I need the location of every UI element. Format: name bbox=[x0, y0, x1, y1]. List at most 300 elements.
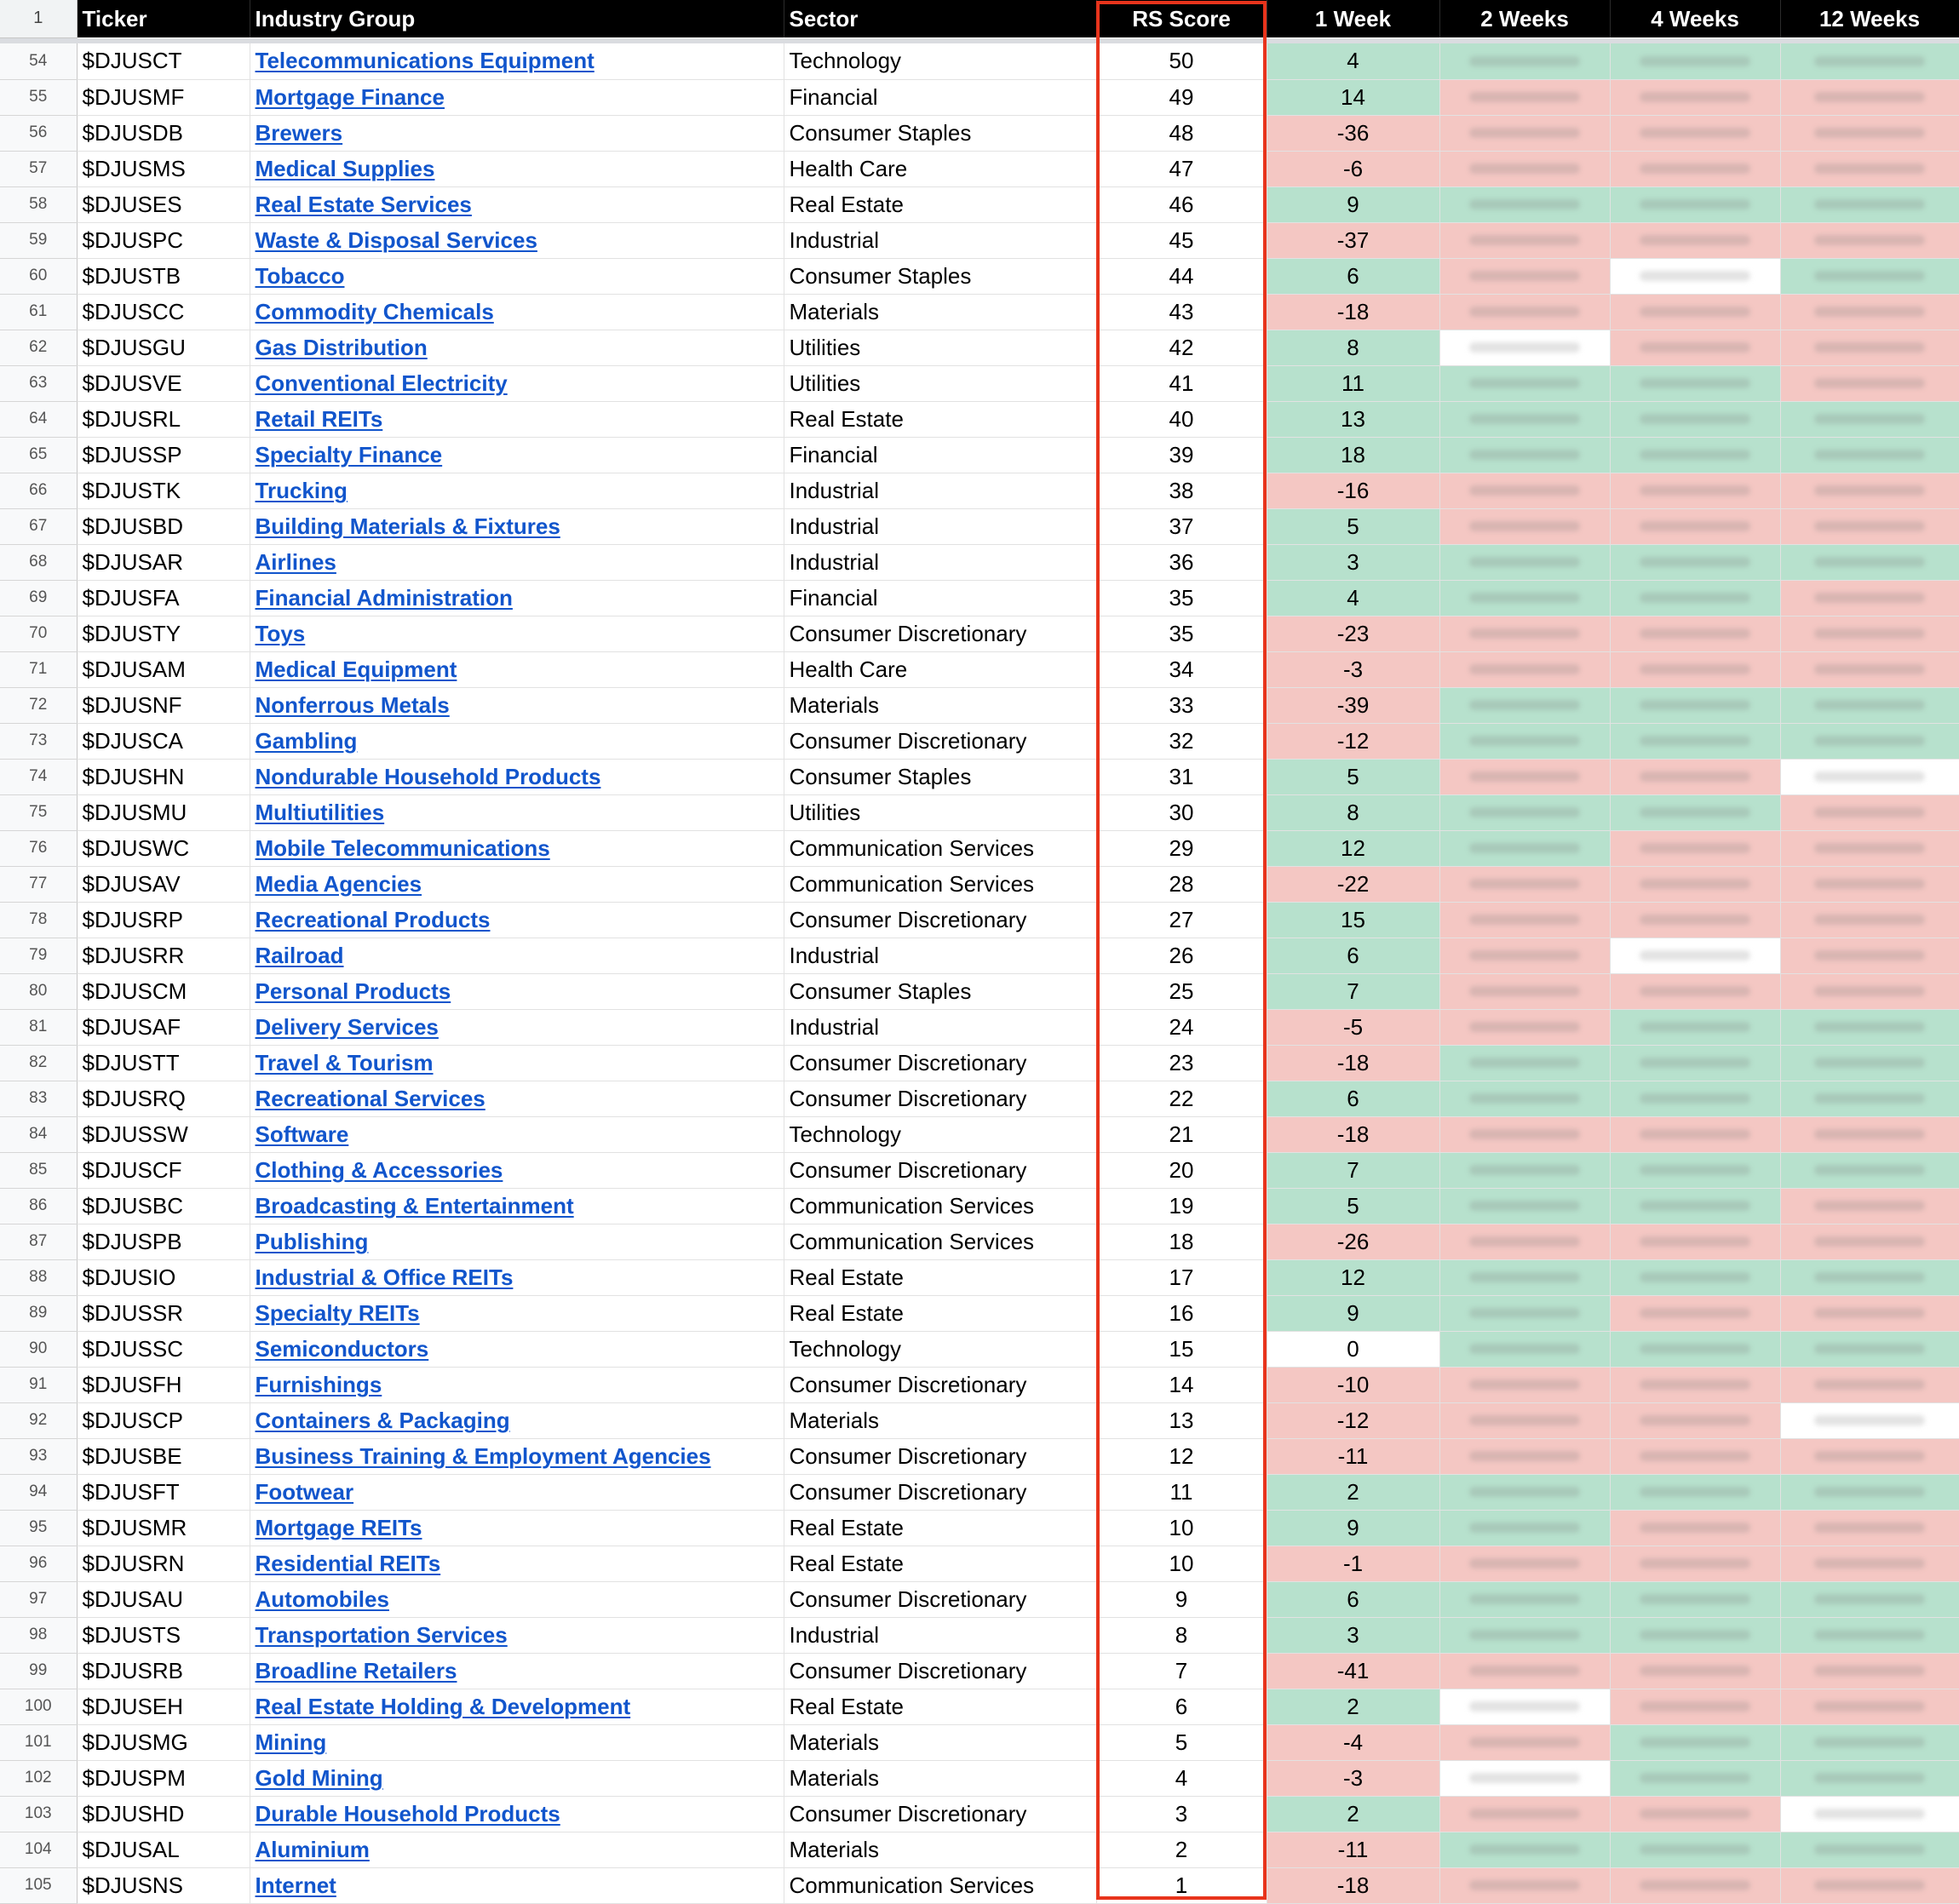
ticker-cell[interactable]: $DJUSGU bbox=[77, 330, 250, 365]
sector-cell[interactable]: Industrial bbox=[784, 938, 1096, 973]
sector-cell[interactable]: Consumer Discretionary bbox=[784, 1796, 1096, 1832]
rs-score-cell[interactable]: 26 bbox=[1096, 938, 1267, 973]
week-4-cell[interactable] bbox=[1610, 580, 1780, 616]
week-2-cell[interactable] bbox=[1439, 651, 1610, 687]
week-1-cell[interactable]: 6 bbox=[1267, 258, 1439, 294]
table-row[interactable] bbox=[0, 973, 1959, 1009]
rs-score-cell[interactable]: 30 bbox=[1096, 794, 1267, 830]
industry-group-link[interactable]: Durable Household Products bbox=[255, 1800, 560, 1827]
rs-score-cell[interactable]: 35 bbox=[1096, 616, 1267, 651]
industry-group-cell[interactable] bbox=[250, 651, 784, 687]
week-12-cell[interactable] bbox=[1780, 1331, 1959, 1367]
industry-group-cell[interactable] bbox=[250, 1617, 784, 1653]
week-1-cell[interactable]: 5 bbox=[1267, 759, 1439, 794]
table-row[interactable] bbox=[0, 1689, 1959, 1724]
week-1-cell[interactable]: 5 bbox=[1267, 508, 1439, 544]
week-2-cell[interactable] bbox=[1439, 1367, 1610, 1402]
ticker-cell[interactable]: $DJUSAF bbox=[77, 1009, 250, 1045]
week-4-cell[interactable] bbox=[1610, 1474, 1780, 1510]
sector-cell[interactable]: Consumer Discretionary bbox=[784, 1653, 1096, 1689]
row-number[interactable]: 75 bbox=[0, 794, 77, 830]
rs-score-cell[interactable]: 35 bbox=[1096, 580, 1267, 616]
industry-group-link[interactable]: Internet bbox=[255, 1872, 336, 1898]
table-row[interactable] bbox=[0, 1510, 1959, 1546]
industry-group-link[interactable]: Transportation Services bbox=[255, 1621, 508, 1648]
rs-score-cell[interactable]: 40 bbox=[1096, 401, 1267, 437]
week-2-cell[interactable] bbox=[1439, 473, 1610, 508]
week-2-cell[interactable] bbox=[1439, 437, 1610, 473]
sector-cell[interactable]: Communication Services bbox=[784, 1867, 1096, 1903]
week-4-cell[interactable] bbox=[1610, 1259, 1780, 1295]
column-header-ticker[interactable]: Ticker bbox=[77, 0, 250, 37]
week-2-cell[interactable] bbox=[1439, 1224, 1610, 1259]
industry-group-link[interactable]: Gold Mining bbox=[255, 1764, 383, 1791]
week-4-cell[interactable] bbox=[1610, 1796, 1780, 1832]
ticker-cell[interactable]: $DJUSTB bbox=[77, 258, 250, 294]
week-2-cell[interactable] bbox=[1439, 43, 1610, 79]
table-row[interactable] bbox=[0, 1796, 1959, 1832]
week-1-cell[interactable]: 2 bbox=[1267, 1689, 1439, 1724]
industry-group-cell[interactable] bbox=[250, 687, 784, 723]
week-4-cell[interactable] bbox=[1610, 973, 1780, 1009]
sector-cell[interactable]: Real Estate bbox=[784, 1546, 1096, 1581]
week-1-cell[interactable]: -18 bbox=[1267, 1116, 1439, 1152]
table-row[interactable] bbox=[0, 580, 1959, 616]
week-12-cell[interactable] bbox=[1780, 115, 1959, 151]
row-number[interactable]: 103 bbox=[0, 1796, 77, 1832]
week-4-cell[interactable] bbox=[1610, 651, 1780, 687]
week-12-cell[interactable] bbox=[1780, 544, 1959, 580]
row-number[interactable]: 77 bbox=[0, 866, 77, 902]
sector-cell[interactable]: Consumer Discretionary bbox=[784, 616, 1096, 651]
table-row[interactable] bbox=[0, 759, 1959, 794]
ticker-cell[interactable]: $DJUSRL bbox=[77, 401, 250, 437]
week-1-cell[interactable]: -12 bbox=[1267, 723, 1439, 759]
sector-cell[interactable]: Industrial bbox=[784, 1617, 1096, 1653]
week-2-cell[interactable] bbox=[1439, 938, 1610, 973]
ticker-cell[interactable]: $DJUSRN bbox=[77, 1546, 250, 1581]
ticker-cell[interactable]: $DJUSMU bbox=[77, 794, 250, 830]
sector-cell[interactable]: Consumer Discretionary bbox=[784, 1152, 1096, 1188]
row-number[interactable]: 56 bbox=[0, 115, 77, 151]
ticker-cell[interactable]: $DJUSWC bbox=[77, 830, 250, 866]
week-12-cell[interactable] bbox=[1780, 794, 1959, 830]
week-4-cell[interactable] bbox=[1610, 1832, 1780, 1867]
table-row[interactable] bbox=[0, 616, 1959, 651]
week-12-cell[interactable] bbox=[1780, 222, 1959, 258]
week-4-cell[interactable] bbox=[1610, 544, 1780, 580]
week-2-cell[interactable] bbox=[1439, 79, 1610, 115]
sector-cell[interactable]: Communication Services bbox=[784, 1224, 1096, 1259]
table-row[interactable] bbox=[0, 222, 1959, 258]
column-header-sector[interactable]: Sector bbox=[784, 0, 1096, 37]
week-12-cell[interactable] bbox=[1780, 938, 1959, 973]
week-12-cell[interactable] bbox=[1780, 1045, 1959, 1081]
sector-cell[interactable]: Financial bbox=[784, 437, 1096, 473]
industry-group-link[interactable]: Toys bbox=[255, 620, 306, 646]
week-1-cell[interactable]: 9 bbox=[1267, 1295, 1439, 1331]
week-4-cell[interactable] bbox=[1610, 258, 1780, 294]
ticker-cell[interactable]: $DJUSMF bbox=[77, 79, 250, 115]
sector-cell[interactable]: Health Care bbox=[784, 151, 1096, 186]
ticker-cell[interactable]: $DJUSCA bbox=[77, 723, 250, 759]
week-1-cell[interactable]: 14 bbox=[1267, 79, 1439, 115]
sector-cell[interactable]: Health Care bbox=[784, 651, 1096, 687]
rs-score-cell[interactable]: 14 bbox=[1096, 1367, 1267, 1402]
week-2-cell[interactable] bbox=[1439, 1331, 1610, 1367]
week-1-cell[interactable]: 12 bbox=[1267, 1259, 1439, 1295]
row-number[interactable]: 102 bbox=[0, 1760, 77, 1796]
row-number[interactable]: 83 bbox=[0, 1081, 77, 1116]
week-1-cell[interactable]: -41 bbox=[1267, 1653, 1439, 1689]
table-row[interactable] bbox=[0, 1224, 1959, 1259]
industry-group-link[interactable]: Broadline Retailers bbox=[255, 1657, 457, 1683]
week-1-cell[interactable]: -26 bbox=[1267, 1224, 1439, 1259]
rs-score-cell[interactable]: 36 bbox=[1096, 544, 1267, 580]
week-12-cell[interactable] bbox=[1780, 1867, 1959, 1903]
industry-group-link[interactable]: Gambling bbox=[255, 727, 358, 754]
sector-cell[interactable]: Consumer Discretionary bbox=[784, 902, 1096, 938]
week-12-cell[interactable] bbox=[1780, 1081, 1959, 1116]
ticker-cell[interactable]: $DJUSAV bbox=[77, 866, 250, 902]
row-number[interactable]: 99 bbox=[0, 1653, 77, 1689]
industry-group-link[interactable]: Personal Products bbox=[255, 978, 451, 1004]
ticker-cell[interactable]: $DJUSSR bbox=[77, 1295, 250, 1331]
rs-score-cell[interactable]: 1 bbox=[1096, 1867, 1267, 1903]
table-row[interactable] bbox=[0, 651, 1959, 687]
industry-group-link[interactable]: Gas Distribution bbox=[255, 334, 428, 360]
industry-group-link[interactable]: Medical Supplies bbox=[255, 155, 435, 181]
rs-score-cell[interactable]: 31 bbox=[1096, 759, 1267, 794]
sector-cell[interactable]: Materials bbox=[784, 1760, 1096, 1796]
table-row[interactable] bbox=[0, 1295, 1959, 1331]
ticker-cell[interactable]: $DJUSPM bbox=[77, 1760, 250, 1796]
week-12-cell[interactable] bbox=[1780, 651, 1959, 687]
week-4-cell[interactable] bbox=[1610, 794, 1780, 830]
industry-group-link[interactable]: Publishing bbox=[255, 1228, 369, 1254]
week-12-cell[interactable] bbox=[1780, 1009, 1959, 1045]
sector-cell[interactable]: Communication Services bbox=[784, 830, 1096, 866]
week-4-cell[interactable] bbox=[1610, 508, 1780, 544]
week-4-cell[interactable] bbox=[1610, 1045, 1780, 1081]
industry-group-link[interactable]: Nondurable Household Products bbox=[255, 763, 601, 789]
week-2-cell[interactable] bbox=[1439, 1295, 1610, 1331]
rs-score-cell[interactable]: 48 bbox=[1096, 115, 1267, 151]
industry-group-cell[interactable] bbox=[250, 1760, 784, 1796]
table-row[interactable] bbox=[0, 115, 1959, 151]
week-2-cell[interactable] bbox=[1439, 1402, 1610, 1438]
industry-group-link[interactable]: Travel & Tourism bbox=[255, 1049, 434, 1075]
week-1-cell[interactable]: -39 bbox=[1267, 687, 1439, 723]
sector-cell[interactable]: Real Estate bbox=[784, 1259, 1096, 1295]
row-number[interactable]: 66 bbox=[0, 473, 77, 508]
week-12-cell[interactable] bbox=[1780, 1438, 1959, 1474]
rs-score-cell[interactable]: 8 bbox=[1096, 1617, 1267, 1653]
table-row[interactable] bbox=[0, 687, 1959, 723]
week-2-cell[interactable] bbox=[1439, 1653, 1610, 1689]
week-1-cell[interactable]: -36 bbox=[1267, 115, 1439, 151]
industry-group-cell[interactable] bbox=[250, 258, 784, 294]
industry-group-link[interactable]: Brewers bbox=[255, 119, 343, 146]
table-row[interactable] bbox=[0, 1259, 1959, 1295]
column-header-rs-score[interactable]: RS Score bbox=[1096, 0, 1267, 37]
week-2-cell[interactable] bbox=[1439, 1259, 1610, 1295]
row-number[interactable]: 84 bbox=[0, 1116, 77, 1152]
industry-group-cell[interactable] bbox=[250, 508, 784, 544]
industry-group-link[interactable]: Building Materials & Fixtures bbox=[255, 513, 560, 539]
industry-group-link[interactable]: Real Estate Services bbox=[255, 191, 472, 217]
industry-group-cell[interactable] bbox=[250, 973, 784, 1009]
industry-group-link[interactable]: Mortgage Finance bbox=[255, 83, 445, 110]
row-number[interactable]: 104 bbox=[0, 1832, 77, 1867]
row-number[interactable]: 74 bbox=[0, 759, 77, 794]
week-4-cell[interactable] bbox=[1610, 1867, 1780, 1903]
rs-score-cell[interactable]: 46 bbox=[1096, 186, 1267, 222]
rs-score-cell[interactable]: 29 bbox=[1096, 830, 1267, 866]
week-2-cell[interactable] bbox=[1439, 115, 1610, 151]
week-2-cell[interactable] bbox=[1439, 1617, 1610, 1653]
industry-group-link[interactable]: Recreational Products bbox=[255, 906, 491, 932]
row-number[interactable]: 97 bbox=[0, 1581, 77, 1617]
rs-score-cell[interactable]: 42 bbox=[1096, 330, 1267, 365]
ticker-cell[interactable]: $DJUSTK bbox=[77, 473, 250, 508]
ticker-cell[interactable]: $DJUSSW bbox=[77, 1116, 250, 1152]
table-row[interactable] bbox=[0, 544, 1959, 580]
row-number[interactable]: 96 bbox=[0, 1546, 77, 1581]
week-1-cell[interactable]: 2 bbox=[1267, 1474, 1439, 1510]
week-4-cell[interactable] bbox=[1610, 151, 1780, 186]
week-1-cell[interactable]: -23 bbox=[1267, 616, 1439, 651]
industry-group-cell[interactable] bbox=[250, 1081, 784, 1116]
week-1-cell[interactable]: 3 bbox=[1267, 544, 1439, 580]
ticker-cell[interactable]: $DJUSMG bbox=[77, 1724, 250, 1760]
week-2-cell[interactable] bbox=[1439, 1116, 1610, 1152]
week-1-cell[interactable]: 18 bbox=[1267, 437, 1439, 473]
rs-score-cell[interactable]: 39 bbox=[1096, 437, 1267, 473]
week-2-cell[interactable] bbox=[1439, 1832, 1610, 1867]
row-number[interactable]: 70 bbox=[0, 616, 77, 651]
week-2-cell[interactable] bbox=[1439, 973, 1610, 1009]
industry-group-link[interactable]: Containers & Packaging bbox=[255, 1407, 510, 1433]
industry-group-link[interactable]: Industrial & Office REITs bbox=[255, 1264, 514, 1290]
week-2-cell[interactable] bbox=[1439, 222, 1610, 258]
week-4-cell[interactable] bbox=[1610, 1224, 1780, 1259]
ticker-cell[interactable]: $DJUSFA bbox=[77, 580, 250, 616]
row-number[interactable]: 78 bbox=[0, 902, 77, 938]
row-number-header[interactable]: 1 bbox=[0, 0, 77, 37]
week-12-cell[interactable] bbox=[1780, 1224, 1959, 1259]
row-number[interactable]: 69 bbox=[0, 580, 77, 616]
sector-cell[interactable]: Communication Services bbox=[784, 866, 1096, 902]
week-12-cell[interactable] bbox=[1780, 1116, 1959, 1152]
week-4-cell[interactable] bbox=[1610, 1331, 1780, 1367]
week-2-cell[interactable] bbox=[1439, 544, 1610, 580]
sector-cell[interactable]: Materials bbox=[784, 1832, 1096, 1867]
week-12-cell[interactable] bbox=[1780, 1724, 1959, 1760]
row-number[interactable]: 54 bbox=[0, 43, 77, 79]
sector-cell[interactable]: Industrial bbox=[784, 222, 1096, 258]
week-2-cell[interactable] bbox=[1439, 830, 1610, 866]
week-1-cell[interactable]: 6 bbox=[1267, 1581, 1439, 1617]
industry-group-link[interactable]: Business Training & Employment Agencies bbox=[255, 1442, 711, 1469]
sector-cell[interactable]: Utilities bbox=[784, 794, 1096, 830]
week-4-cell[interactable] bbox=[1610, 1402, 1780, 1438]
week-4-cell[interactable] bbox=[1610, 1724, 1780, 1760]
week-12-cell[interactable] bbox=[1780, 1617, 1959, 1653]
industry-group-link[interactable]: Conventional Electricity bbox=[255, 370, 508, 396]
week-2-cell[interactable] bbox=[1439, 508, 1610, 544]
ticker-cell[interactable]: $DJUSBC bbox=[77, 1188, 250, 1224]
week-1-cell[interactable]: -11 bbox=[1267, 1438, 1439, 1474]
row-number[interactable]: 63 bbox=[0, 365, 77, 401]
week-12-cell[interactable] bbox=[1780, 902, 1959, 938]
ticker-cell[interactable]: $DJUSBD bbox=[77, 508, 250, 544]
industry-group-link[interactable]: Airlines bbox=[255, 548, 336, 575]
industry-group-link[interactable]: Mobile Telecommunications bbox=[255, 834, 550, 861]
week-2-cell[interactable] bbox=[1439, 759, 1610, 794]
table-row[interactable] bbox=[0, 43, 1959, 79]
week-1-cell[interactable]: 9 bbox=[1267, 1510, 1439, 1546]
sector-cell[interactable]: Communication Services bbox=[784, 1188, 1096, 1224]
rs-score-cell[interactable]: 38 bbox=[1096, 473, 1267, 508]
week-4-cell[interactable] bbox=[1610, 1152, 1780, 1188]
sector-cell[interactable]: Utilities bbox=[784, 365, 1096, 401]
row-number[interactable]: 81 bbox=[0, 1009, 77, 1045]
industry-group-link[interactable]: Real Estate Holding & Development bbox=[255, 1693, 631, 1719]
rs-score-cell[interactable]: 2 bbox=[1096, 1832, 1267, 1867]
week-2-cell[interactable] bbox=[1439, 1474, 1610, 1510]
sector-cell[interactable]: Consumer Staples bbox=[784, 759, 1096, 794]
row-number[interactable]: 86 bbox=[0, 1188, 77, 1224]
row-number[interactable]: 64 bbox=[0, 401, 77, 437]
ticker-cell[interactable]: $DJUSIO bbox=[77, 1259, 250, 1295]
rs-score-cell[interactable]: 11 bbox=[1096, 1474, 1267, 1510]
row-number[interactable]: 60 bbox=[0, 258, 77, 294]
sector-cell[interactable]: Real Estate bbox=[784, 1689, 1096, 1724]
week-4-cell[interactable] bbox=[1610, 723, 1780, 759]
week-12-cell[interactable] bbox=[1780, 1188, 1959, 1224]
week-2-cell[interactable] bbox=[1439, 186, 1610, 222]
table-row[interactable] bbox=[0, 1331, 1959, 1367]
industry-group-cell[interactable] bbox=[250, 1867, 784, 1903]
table-row[interactable] bbox=[0, 938, 1959, 973]
week-12-cell[interactable] bbox=[1780, 258, 1959, 294]
table-row[interactable] bbox=[0, 1402, 1959, 1438]
sector-cell[interactable]: Technology bbox=[784, 1331, 1096, 1367]
industry-group-link[interactable]: Specialty Finance bbox=[255, 441, 443, 467]
industry-group-link[interactable]: Multiutilities bbox=[255, 799, 385, 825]
week-12-cell[interactable] bbox=[1780, 973, 1959, 1009]
week-12-cell[interactable] bbox=[1780, 79, 1959, 115]
week-4-cell[interactable] bbox=[1610, 1295, 1780, 1331]
week-1-cell[interactable]: 8 bbox=[1267, 794, 1439, 830]
table-row[interactable] bbox=[0, 508, 1959, 544]
table-row[interactable] bbox=[0, 1438, 1959, 1474]
week-2-cell[interactable] bbox=[1439, 151, 1610, 186]
ticker-cell[interactable]: $DJUSCP bbox=[77, 1402, 250, 1438]
table-row[interactable] bbox=[0, 1152, 1959, 1188]
week-4-cell[interactable] bbox=[1610, 1617, 1780, 1653]
week-2-cell[interactable] bbox=[1439, 330, 1610, 365]
rs-score-cell[interactable]: 43 bbox=[1096, 294, 1267, 330]
sector-cell[interactable]: Utilities bbox=[784, 330, 1096, 365]
week-4-cell[interactable] bbox=[1610, 687, 1780, 723]
week-1-cell[interactable]: 9 bbox=[1267, 186, 1439, 222]
ticker-cell[interactable]: $DJUSTT bbox=[77, 1045, 250, 1081]
industry-group-link[interactable]: Retail REITs bbox=[255, 405, 383, 432]
sector-cell[interactable]: Industrial bbox=[784, 544, 1096, 580]
industry-group-link[interactable]: Delivery Services bbox=[255, 1013, 439, 1040]
week-2-cell[interactable] bbox=[1439, 1689, 1610, 1724]
week-2-cell[interactable] bbox=[1439, 1867, 1610, 1903]
industry-group-link[interactable]: Aluminium bbox=[255, 1836, 370, 1862]
week-1-cell[interactable]: 7 bbox=[1267, 973, 1439, 1009]
week-12-cell[interactable] bbox=[1780, 365, 1959, 401]
industry-group-cell[interactable] bbox=[250, 473, 784, 508]
industry-group-link[interactable]: Financial Administration bbox=[255, 584, 513, 611]
row-number[interactable]: 79 bbox=[0, 938, 77, 973]
industry-group-cell[interactable] bbox=[250, 186, 784, 222]
sector-cell[interactable]: Materials bbox=[784, 1724, 1096, 1760]
row-number[interactable]: 58 bbox=[0, 186, 77, 222]
week-12-cell[interactable] bbox=[1780, 1510, 1959, 1546]
week-12-cell[interactable] bbox=[1780, 1796, 1959, 1832]
sector-cell[interactable]: Consumer Discretionary bbox=[784, 1474, 1096, 1510]
week-12-cell[interactable] bbox=[1780, 866, 1959, 902]
industry-group-cell[interactable] bbox=[250, 79, 784, 115]
ticker-cell[interactable]: $DJUSMR bbox=[77, 1510, 250, 1546]
week-4-cell[interactable] bbox=[1610, 1081, 1780, 1116]
industry-group-cell[interactable] bbox=[250, 938, 784, 973]
week-1-cell[interactable]: 15 bbox=[1267, 902, 1439, 938]
week-2-cell[interactable] bbox=[1439, 365, 1610, 401]
week-4-cell[interactable] bbox=[1610, 1510, 1780, 1546]
rs-score-cell[interactable]: 25 bbox=[1096, 973, 1267, 1009]
week-4-cell[interactable] bbox=[1610, 1653, 1780, 1689]
week-1-cell[interactable]: 6 bbox=[1267, 1081, 1439, 1116]
sector-cell[interactable]: Consumer Discretionary bbox=[784, 1045, 1096, 1081]
rs-score-cell[interactable]: 5 bbox=[1096, 1724, 1267, 1760]
table-row[interactable] bbox=[0, 437, 1959, 473]
industry-group-link[interactable]: Tobacco bbox=[255, 262, 345, 289]
week-12-cell[interactable] bbox=[1780, 1367, 1959, 1402]
week-12-cell[interactable] bbox=[1780, 1689, 1959, 1724]
rs-score-cell[interactable]: 50 bbox=[1096, 43, 1267, 79]
industry-group-link[interactable]: Recreational Services bbox=[255, 1085, 485, 1111]
industry-group-cell[interactable] bbox=[250, 294, 784, 330]
industry-group-link[interactable]: Telecommunications Equipment bbox=[255, 48, 595, 74]
ticker-cell[interactable]: $DJUSDB bbox=[77, 115, 250, 151]
industry-group-link[interactable]: Railroad bbox=[255, 942, 344, 968]
sector-cell[interactable]: Consumer Discretionary bbox=[784, 1438, 1096, 1474]
ticker-cell[interactable]: $DJUSNS bbox=[77, 1867, 250, 1903]
sector-cell[interactable]: Consumer Discretionary bbox=[784, 723, 1096, 759]
table-row[interactable] bbox=[0, 1116, 1959, 1152]
week-2-cell[interactable] bbox=[1439, 258, 1610, 294]
row-number[interactable]: 101 bbox=[0, 1724, 77, 1760]
ticker-cell[interactable]: $DJUSNF bbox=[77, 687, 250, 723]
industry-group-cell[interactable] bbox=[250, 1438, 784, 1474]
week-2-cell[interactable] bbox=[1439, 580, 1610, 616]
week-1-cell[interactable]: 6 bbox=[1267, 938, 1439, 973]
row-number[interactable]: 95 bbox=[0, 1510, 77, 1546]
table-row[interactable] bbox=[0, 330, 1959, 365]
table-row[interactable] bbox=[0, 1367, 1959, 1402]
row-number[interactable]: 91 bbox=[0, 1367, 77, 1402]
week-4-cell[interactable] bbox=[1610, 902, 1780, 938]
column-header-12-weeks[interactable]: 12 Weeks bbox=[1780, 0, 1959, 37]
industry-group-link[interactable]: Nonferrous Metals bbox=[255, 691, 450, 718]
